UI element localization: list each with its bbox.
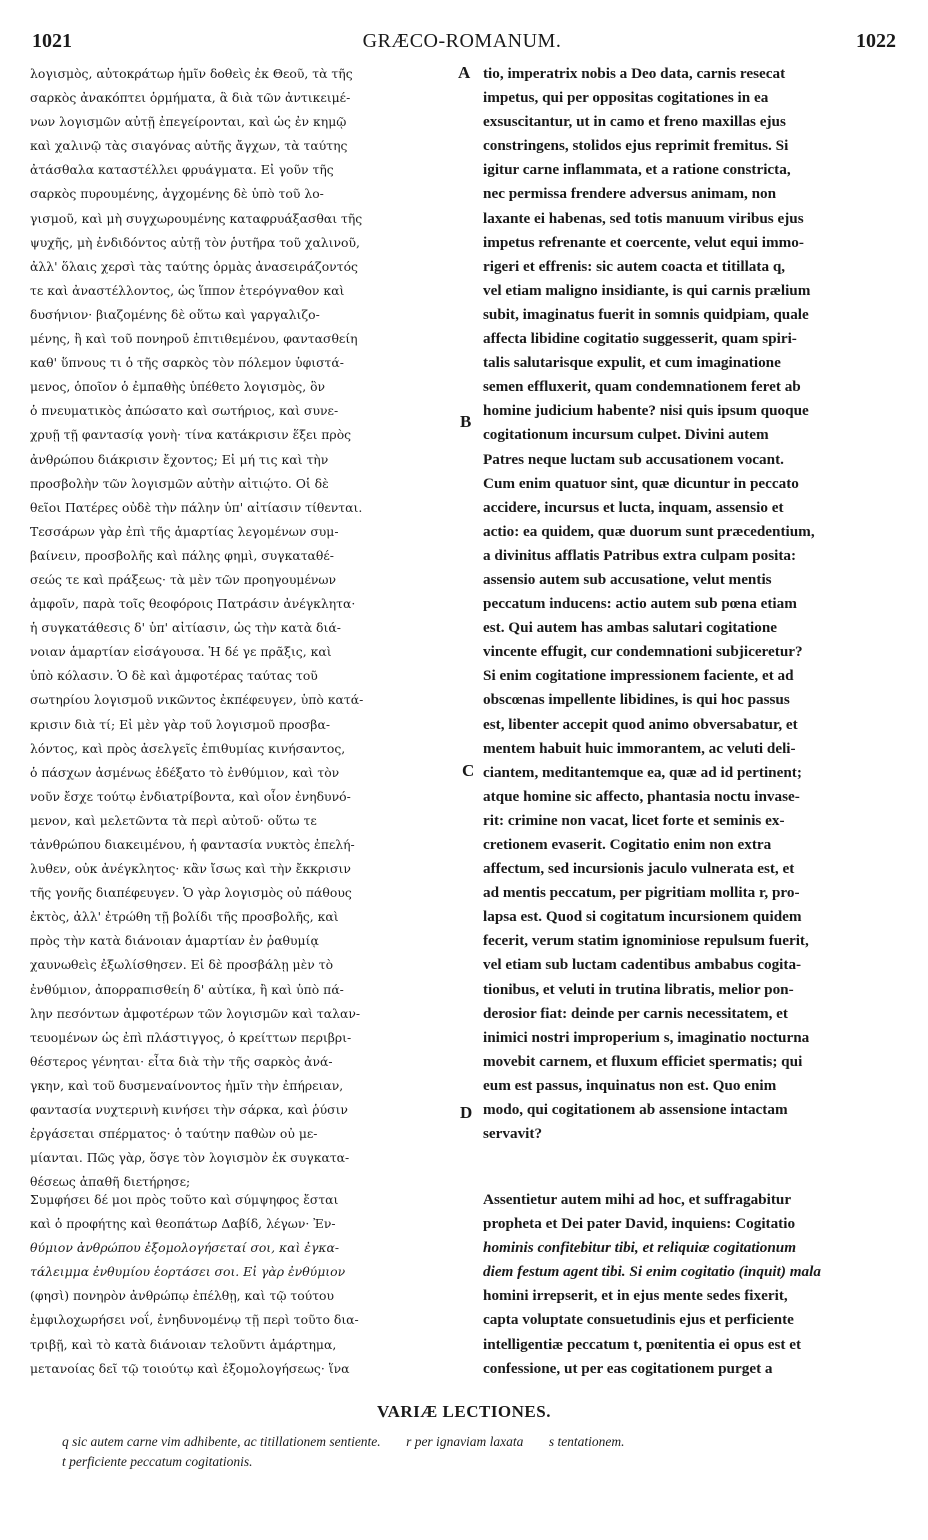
text-line: talis salutarisque expulit, et cum imaginatione [483, 354, 781, 372]
text-line: derosior fiat: deinde per carnis necessitatem, et [483, 1004, 788, 1022]
text-line: κρισιν διὰ τί; Εἰ μὲν γὰρ τοῦ λογισμοῦ προσβα- [30, 716, 331, 732]
text-line: cogitationum incursum culpet. Divini autem [483, 426, 769, 444]
text-line: mentem habuit huic immorantem, ac veluti deli- [483, 739, 796, 757]
margin-marker-c: C [462, 761, 475, 780]
text-line: affectum, sed incursionis jaculo vulnerata est, et [483, 860, 795, 878]
variant-note: q sic autem carne vim adhibente, ac titillationem sentiente. [62, 1434, 381, 1449]
text-line: vel etiam maligno insidiante, is qui carnis prælium [483, 281, 811, 299]
text-line: affecta libidine cogitatio suggesserit, quam spiri- [483, 330, 797, 348]
text-line: θέσεως ἀπαθῆ διετήρησε; [30, 1174, 191, 1190]
text-line: servavit? [483, 1125, 543, 1143]
text-line: est, libenter accepit quod animo obversabatur, et [483, 715, 798, 733]
text-line: ἀτάσθαλα καταστέλλει φρυάγματα. Εἰ γοῦν τῆς [30, 162, 334, 178]
text-line: rit: crimine non vacat, licet forte et seminis ex- [483, 811, 785, 829]
text-line: νων λογισμῶν αὐτῇ ἐπεγείρονται, καὶ ὡς ἐν κημῷ [30, 114, 347, 130]
text-line: μενος, ὁποῖον ὁ ἐμπαθὴς ὑπέθετο λογισμὸς, ὃν [30, 379, 326, 395]
text-line: vincente effugit, cur condemnationi subjiceretur? [483, 643, 803, 661]
text-line: ἐργάσεται σπέρματος· ὁ ταύτην παθὼν οὐ με- [30, 1126, 318, 1142]
text-line: Patres neque luctam sub accusationem vocant. [483, 450, 784, 468]
text-line: μένης, ἢ καὶ τοῦ πονηροῦ ἐπιτιθεμένου, φαντασθείη [30, 331, 358, 347]
page-number-left: 1021 [32, 30, 72, 52]
text-line: σαρκὸς ἀνακόπτει ὁρμήματα, ἃ διὰ τῶν ἀντικειμέ- [30, 90, 351, 106]
text-line: ὁ πάσχων ἀσμένως ἐδέξατο τὸ ἐνθύμιον, καὶ τὸν [30, 764, 340, 780]
text-line: φαντασία νυχτερινὴ κινήσει τὴν σάρκα, καὶ ῥύσιν [30, 1102, 348, 1118]
text-line: βαίνειν, προσβολῆς καὶ πάλης φημὶ, συγκαταθέ- [30, 547, 334, 563]
text-line: inimici nostri improperium s, imaginatio nocturna [483, 1028, 810, 1046]
text-line: σεώς τε καὶ πράξεως· τὰ μὲν τῶν προηγουμένων [30, 571, 337, 587]
text-line: assensio autem sub accusatione, velut mentis [483, 570, 772, 588]
running-header [28, 30, 896, 56]
variae-lectiones-notes [62, 1432, 902, 1472]
text-line: homine judicium habente? nisi quis ipsum quoque [483, 402, 809, 420]
text-line: est. Qui autem has ambas salutari cogitatione [483, 619, 778, 637]
text-line: igitur carne inflammata, et a ratione constricta, [483, 161, 791, 179]
text-line: ciantem, meditantemque ea, quæ ad id pertinent; [483, 763, 802, 781]
text-line: θέστερος γένηται· εἶτα διὰ τὴν τῆς σαρκὸς ἀνά- [30, 1053, 333, 1069]
text-line: τἀνθρώπου διακειμένου, ἡ φαντασία νυκτὸς ἐπελή- [30, 837, 355, 852]
page-number-right: 1022 [856, 30, 896, 52]
text-line: σωτηρίου λογισμοῦ νικῶντος ἐκπέφευγεν, ὑπὸ κατά- [30, 692, 364, 708]
text-line: semen effluxerit, quam condemnationem feret ab [483, 378, 801, 396]
text-line: laxante ei habenas, sed totis manuum viribus ejus [483, 209, 804, 227]
text-line: τῆς γονῆς διαπέφευγεν. Ὁ γὰρ λογισμὸς οὐ πάθους [30, 885, 352, 901]
text-line: ὁ πνευματικὸς ἀπώσατο καὶ σωτήριος, καὶ συνε- [30, 403, 339, 419]
greek-column-text [30, 62, 456, 1194]
margin-marker-d: D [460, 1103, 473, 1122]
text-line: τε καὶ ἀναστέλλοντος, ὡς ἵππον ἑτερόγναθον καὶ [30, 282, 345, 298]
text-line: accidere, incursus et lucta, inquam, assensio et [483, 498, 784, 516]
text-line: νοιαν ἁμαρτίαν εἰσάγουσα. Ἡ δέ γε πρᾶξις, καὶ [30, 644, 332, 660]
text-line: μενον, καὶ μελετῶντα τὰ περὶ αὐτοῦ· οὕτω τε [30, 812, 317, 828]
text-line: Συμφήσει δέ μοι πρὸς τοῦτο καὶ σύμψηφος ἔσται [30, 1192, 339, 1207]
text-line: cretionem evaserit. Cogitatio enim non extra [483, 836, 772, 853]
text-line: ἀνθρώπου διάκρισιν ἔχοντος; Εἰ μή τις καὶ τὴν [30, 451, 329, 467]
text-line: ἐκτὸς, ἀλλ' ἐτρώθη τῇ βολίδι τῆς προσβολῆς, καὶ [30, 909, 339, 925]
running-title: GRÆCO-ROMANUM. [362, 30, 562, 52]
text-line: impetus, qui per oppositas cogitationes in ea [483, 89, 769, 107]
text-line: πρὸς τὴν κατὰ διάνοιαν ἁμαρτίαν ἐν ῥαθυμίᾳ [30, 933, 319, 949]
text-line: μίανται. Πῶς γὰρ, ὅσγε τὸν λογισμὸν ἐκ συγκατα- [30, 1150, 350, 1166]
variant-note: s tentationem. [548, 1434, 625, 1449]
text-line: Assentietur autem mihi ad hoc, et suffragabitur [483, 1191, 792, 1208]
text-line: τάλειμμα ἐνθυμίου ἑορτάσει σοι. Εἰ γὰρ ἐνθύμιον [30, 1264, 346, 1280]
text-line: ἡ συγκατάθεσις δ' ὑπ' αἰτίασιν, ὡς τὴν κατὰ διά- [30, 620, 341, 636]
text-line: χαυνωθεὶς ἐξωλίσθησεν. Εἰ δὲ προσβάλῃ μὲν τὸ [30, 957, 334, 973]
margin-marker-a: A [458, 63, 471, 82]
text-line: diem festum agent tibi. Si enim cogitatio (inquit) mala [483, 1263, 821, 1281]
text-line: nec permissa frendere adversus animam, non [483, 185, 777, 203]
variae-row [62, 1432, 902, 1452]
text-line: (φησὶ) πονηρὸν ἀνθρώπῳ ἐπέλθῃ, καὶ τῷ τούτου [30, 1288, 335, 1304]
text-line: λυθεν, οὐκ ἀνέγκλητος· κἂν ἴσως καὶ τὴν ἔκκρισιν [30, 861, 351, 877]
text-line: θύμιον ἀνθρώπου ἐξομολογήσεταί σοι, καὶ ἐγκα- [30, 1240, 340, 1256]
text-line: δυσήνιον· βιαζομένης δὲ οὕτω καὶ γαργαλιζο- [30, 306, 320, 322]
text-line: μετανοίας δεῖ τῷ τοιούτῳ καὶ ἐξομολογήσεως· ἵνα [30, 1360, 350, 1376]
variant-note: r per ignaviam laxata [406, 1434, 524, 1449]
text-line: ἐμφιλοχωρήσει νοΐ, ἐνηδυνομένῳ τῇ περὶ τοῦτο δια- [30, 1312, 359, 1328]
text-line: obscœnas impellente libidines, is qui hoc passus [483, 691, 790, 709]
text-line: movebit carnem, et fluxum efficiet spermatis; qui [483, 1052, 803, 1070]
text-line: ἀμφοῖν, παρὰ τοῖς θεοφόροις Πατράσιν ἀνέγκλητα· [30, 596, 356, 612]
text-line: προσβολὴν τῶν λογισμῶν αὐτὴν αἰτιῴτο. Οἱ δὲ [30, 475, 329, 491]
text-line: ἐνθύμιον, ἀπορραπισθείη δ' αὐτίκα, ἢ καὶ ὑπὸ πά- [30, 981, 344, 997]
text-line: τευομένων ὡς ἐπὶ πλάστιγγος, ὁ κρείττων περιβρι- [30, 1029, 352, 1045]
text-line: peccatum inducens: actio autem sub pœna etiam [483, 595, 797, 613]
text-line: atque homine sic affecto, phantasia noctu invase- [483, 787, 800, 805]
text-line: rigeri et effrenis: sic autem coacta et titillata q, [483, 257, 786, 275]
variant-note: t perficiente peccatum cogitationis. [62, 1454, 253, 1469]
text-line: tio, imperatrix nobis a Deo data, carnis resecat [483, 65, 786, 82]
text-line: ἀλλ' ὅλαις χερσὶ τὰς ταύτης ὁρμὰς ἀνασειράζοντός [30, 258, 358, 274]
greek-column-text-continued [30, 1188, 456, 1381]
text-line: καὶ χαλινῷ τὰς σιαγόνας αὐτῆς ἄγχων, τὰ ταύτης [30, 138, 348, 154]
text-line: λόντος, καὶ πρὸς ἀσελγεῖς ἐπιθυμίας κινήσαντος, [30, 740, 346, 756]
text-line: Τεσσάρων γὰρ ἐπὶ τῆς ἁμαρτίας λεγομένων συμ- [30, 523, 339, 539]
text-line: λην πεσόντων ἀμφοτέρων τῶν λογισμῶν καὶ ταλαν- [30, 1005, 361, 1021]
text-line: Cum enim quatuor sint, quæ dicuntur in peccato [483, 474, 799, 492]
text-line: lapsa est. Quod si cogitatum incursionem quidem [483, 908, 802, 926]
margin-marker-b: B [460, 412, 472, 431]
text-line: hominis confitebitur tibi, et reliquiæ cogitationum [483, 1239, 797, 1257]
text-line: homini irrepserit, et in ejus mente sedes fixerit, [483, 1287, 788, 1305]
text-line: subit, imaginatus fuerit in somnis quidpiam, quale [483, 305, 809, 323]
text-line: modo, qui cogitationem ab assensione intactam [483, 1101, 788, 1119]
latin-column-text [483, 62, 895, 1146]
text-line: ψυχῆς, μὴ ἐνδιδόντος αὐτῇ τὸν ῥυτῆρα τοῦ χαλινοῦ, [30, 234, 360, 250]
text-line: a divinitus afflatis Patribus extra culpam posita: [483, 546, 797, 564]
text-line: tionibus, et veluti in trutina libratis, melior pon- [483, 980, 794, 998]
text-line: τριβῇ, καὶ τὸ κατὰ διάνοιαν τελοῦντι ἁμάρτημα, [30, 1336, 337, 1352]
text-line: νοῦν ἔσχε τούτῳ ἐνδιατρίβοντα, καὶ οἷον ἐνηδυνό- [30, 788, 351, 804]
text-line: constringens, stolidos ejus reprimit fremitus. Si [483, 137, 789, 155]
text-line: intelligentiæ peccatum t, pœnitentia ei opus est et [483, 1335, 802, 1353]
variae-lectiones-title: VARIÆ LECTIONES. [377, 1402, 551, 1421]
text-line: impetus refrenante et coercente, velut equi immo- [483, 233, 804, 251]
text-line: propheta et Dei pater David, inquiens: Cogitatio [483, 1215, 796, 1233]
text-line: fecerit, verum statim ignominiose repulsum fuerit, [483, 932, 809, 950]
text-line: capta voluptate consuetudinis ejus et perficiente [483, 1311, 794, 1329]
text-line: eum est passus, inquinatus non est. Quo enim [483, 1076, 777, 1094]
text-line: σαρκὸς πυρουμένης, ἀγχομένης δὲ ὑπὸ τοῦ λο- [30, 186, 324, 202]
text-line: actio: ea quidem, quæ duorum sunt præcedentium, [483, 522, 815, 540]
variae-row [62, 1452, 902, 1472]
latin-column-text-continued [483, 1188, 895, 1381]
text-line: Si enim cogitatione impressionem faciente, et ad [483, 667, 794, 685]
text-line: confessione, ut per eas cogitationem purget a [483, 1359, 773, 1377]
text-line: θεῖοι Πατέρες οὐδὲ τὴν πάλην ὑπ' αἰτίασιν τίθενται. [30, 499, 363, 515]
text-line: καθ' ὕπνους τι ὁ τῆς σαρκὸς τὸν πόλεμον ὑφιστά- [30, 355, 344, 371]
text-line: vel etiam sub luctam cadentibus ambabus cogita- [483, 956, 802, 974]
text-line: ad mentis peccatum, per pigritiam mollita r, pro- [483, 884, 800, 902]
text-line: λογισμὸς, αὐτοκράτωρ ἡμῖν δοθεὶς ἐκ Θεοῦ, τὰ τῆς [30, 66, 353, 81]
text-line: ὑπὸ κόλασιν. Ὁ δὲ καὶ ἀμφοτέρας ταύτας τοῦ [30, 668, 318, 684]
text-line: καὶ ὁ προφήτης καὶ θεοπάτωρ Δαβίδ, λέγων· Ἐν- [30, 1216, 336, 1232]
text-line: γκην, καὶ τοῦ δυσμεναίνοντος ἡμῖν τὴν ἐπήρειαν, [30, 1077, 344, 1093]
text-line: γισμοῦ, καὶ μὴ συγχωρουμένης καταφρυάξασθαι τῆς [30, 210, 363, 226]
text-line: χρυῇ τῇ φαντασίᾳ γονὴ· τίνα κατάκρισιν ἕξει πρὸς [30, 427, 352, 443]
text-line: exsuscitantur, ut in camo et freno maxillas ejus [483, 113, 786, 131]
